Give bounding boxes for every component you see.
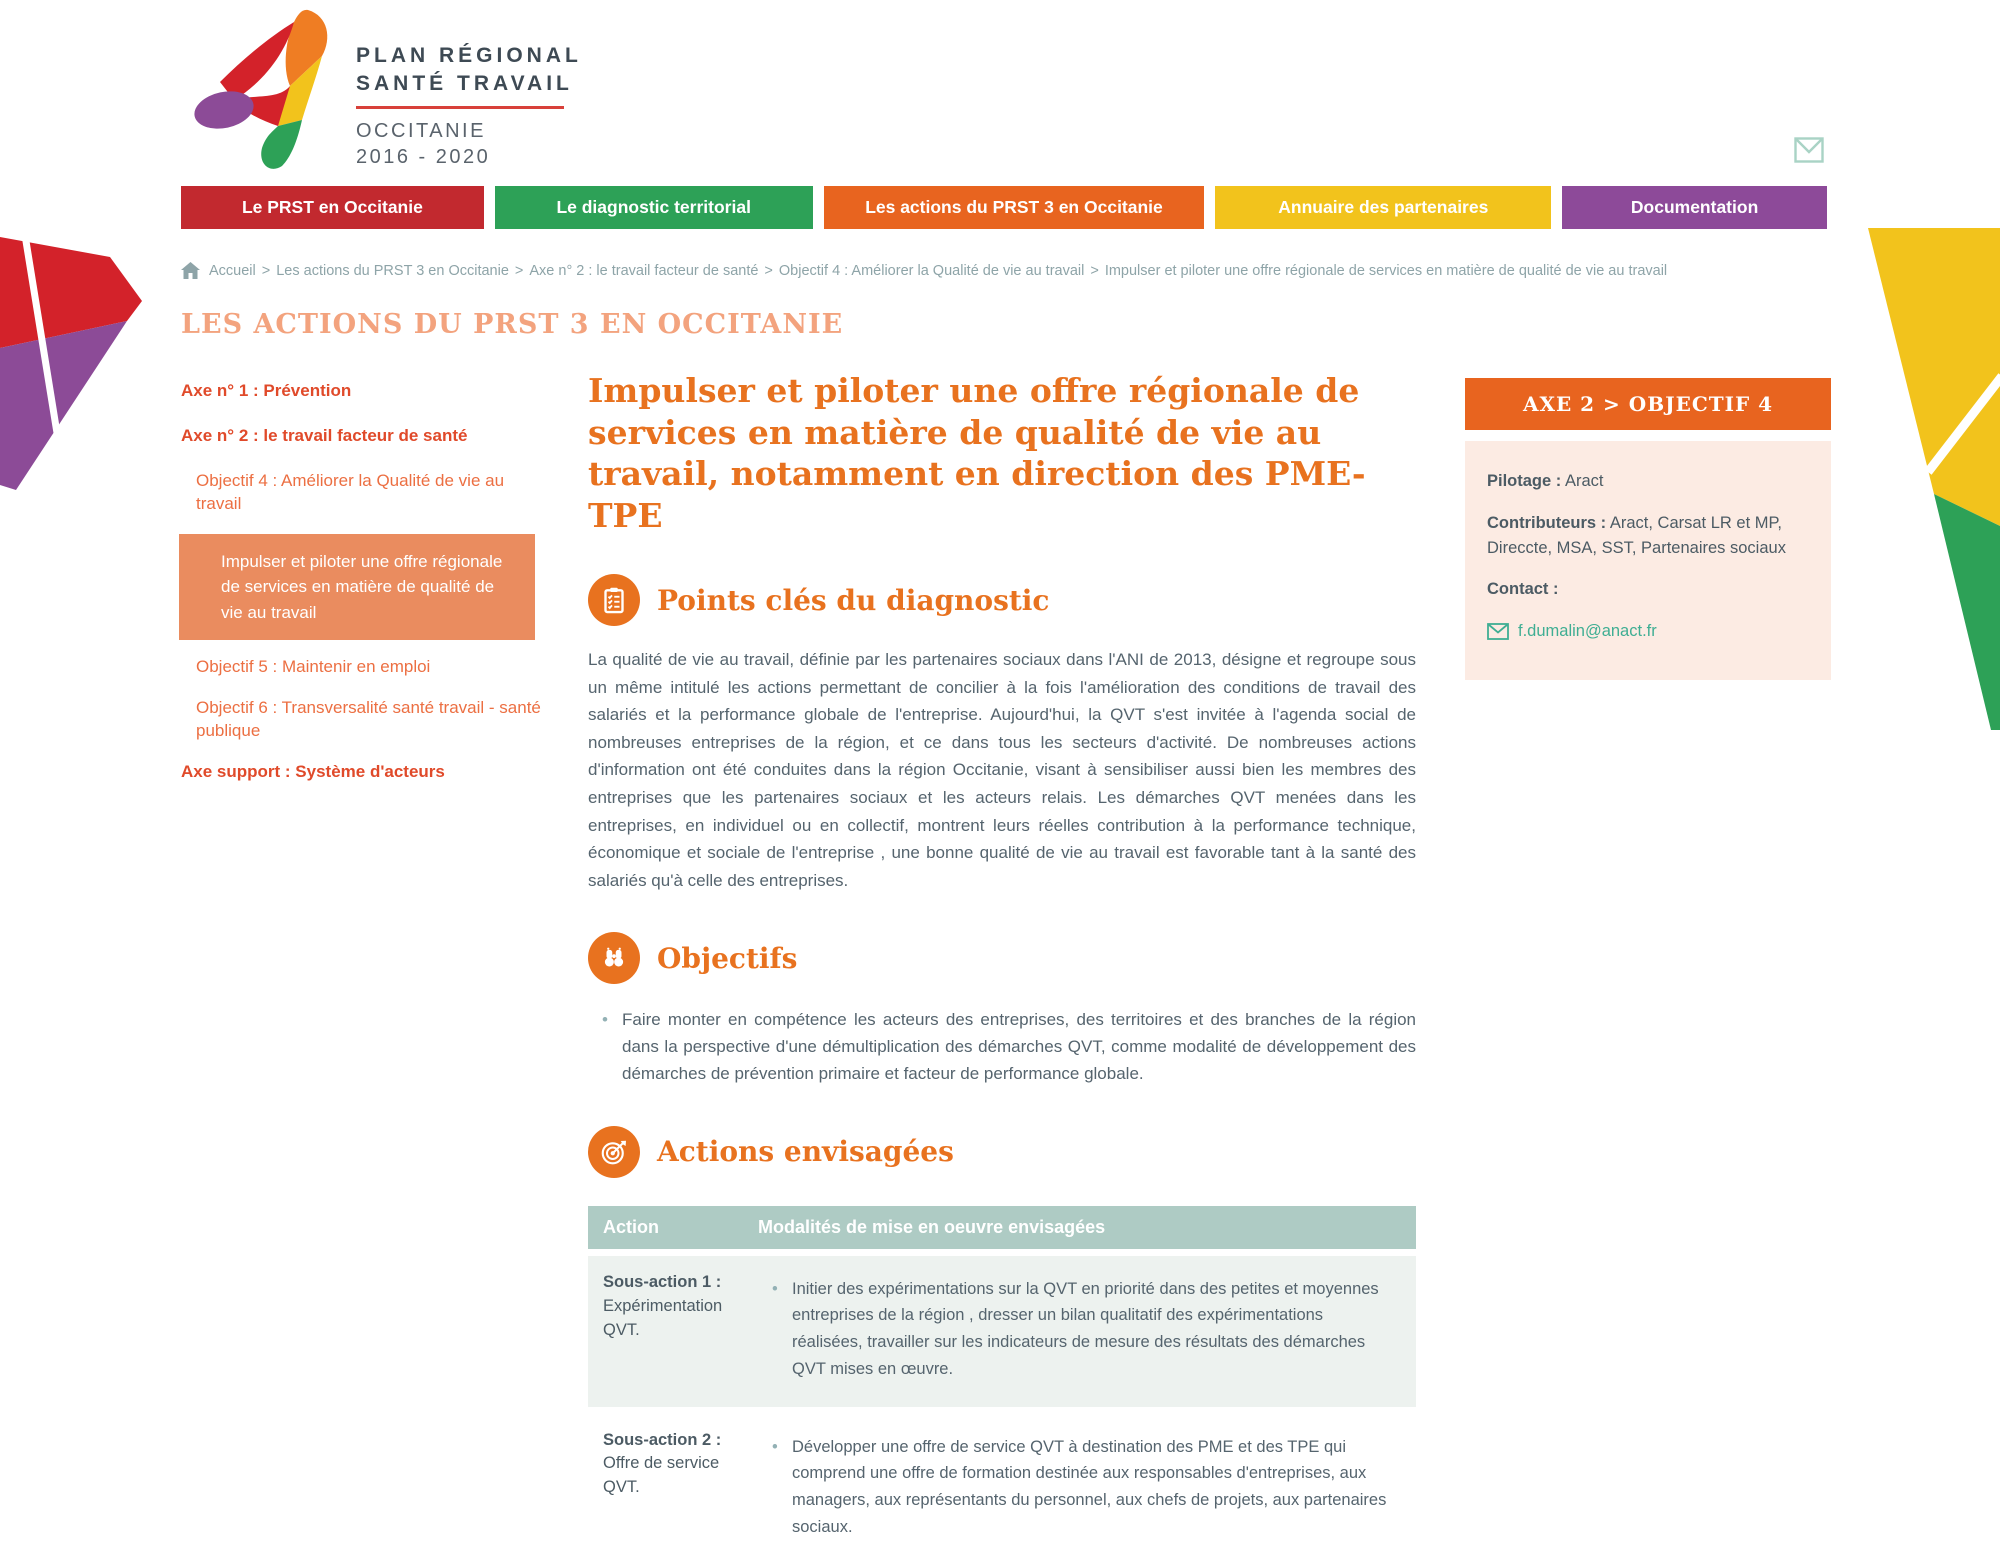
- sidebar-item-objectif5[interactable]: Objectif 5 : Maintenir en emploi: [196, 657, 431, 677]
- nav-documentation[interactable]: Documentation: [1562, 186, 1827, 229]
- pilotage-row: [1487, 469, 1809, 494]
- logo-region: OCCITANIE: [356, 119, 486, 142]
- sous-action-1-desc: Expérimentation QVT.: [603, 1296, 723, 1339]
- envelope-icon: [1487, 623, 1509, 640]
- section-diagnostic-header: [588, 574, 1416, 626]
- sidebar-item-current-action[interactable]: Impulser et piloter une offre régionale de services en matière de qualité de vie au travail: [179, 534, 535, 641]
- breadcrumb-separator: >: [514, 262, 524, 279]
- sous-action-1-label: Sous-action 1 :: [603, 1272, 722, 1291]
- breadcrumb-actions[interactable]: Les actions du PRST 3 en Occitanie: [276, 262, 509, 279]
- contributeurs-label: Contributeurs :: [1487, 513, 1607, 532]
- table-cell-modalites-2: [746, 1414, 1416, 1564]
- nav-actions-prst3[interactable]: Les actions du PRST 3 en Occitanie: [824, 186, 1205, 229]
- prst-logo-icon[interactable]: [190, 8, 345, 176]
- contact-row: [1487, 577, 1809, 602]
- logo-text: [356, 42, 582, 170]
- contact-mail-icon[interactable]: [1794, 137, 1824, 163]
- axes-sidebar: [181, 370, 543, 806]
- logo-line-1: PLAN RÉGIONAL: [356, 44, 582, 67]
- clipboard-icon: [588, 574, 640, 626]
- breadcrumb-separator: >: [1090, 262, 1099, 279]
- table-cell-action-1: [588, 1256, 746, 1407]
- breadcrumb-separator: >: [261, 262, 271, 279]
- col-header-modalites: Modalités de mise en oeuvre envisagées: [758, 1216, 1106, 1237]
- nav-le-prst-en-occitanie[interactable]: Le PRST en Occitanie: [181, 186, 484, 229]
- sidebar-item-objectif6[interactable]: Objectif 6 : Transversalité santé travail - santé publique: [196, 698, 541, 741]
- breadcrumb-objectif4[interactable]: Objectif 4 : Améliorer la Qualité de vie au travail: [778, 262, 1085, 279]
- table-row: [588, 1256, 1416, 1407]
- section-actions-title: Actions envisagées: [657, 1135, 954, 1169]
- actions-table: [588, 1206, 1416, 1564]
- section-actions-header: [588, 1126, 1416, 1178]
- section-objectifs-title: Objectifs: [657, 941, 798, 975]
- info-panel: [1465, 370, 1831, 680]
- contact-label: Contact :: [1487, 580, 1559, 599]
- contributeurs-row: [1487, 511, 1809, 561]
- breadcrumb-separator: >: [764, 262, 773, 279]
- objectifs-list: [588, 1006, 1416, 1088]
- breadcrumb-axe2[interactable]: Axe n° 2 : le travail facteur de santé: [529, 262, 759, 279]
- sidebar-item-axe2[interactable]: Axe n° 2 : le travail facteur de santé: [181, 425, 468, 445]
- contact-email-row: [1487, 619, 1809, 644]
- sous-action-2-desc: Offre de service QVT.: [603, 1454, 720, 1497]
- table-cell-action-2: [588, 1414, 746, 1564]
- home-icon[interactable]: [181, 262, 200, 279]
- contributeurs-value: Aract, Carsat LR et MP, Direccte, MSA, SST, Partenaires sociaux: [1487, 513, 1786, 557]
- nav-annuaire-partenaires[interactable]: Annuaire des partenaires: [1215, 186, 1551, 229]
- sidebar-item-objectif4[interactable]: Objectif 4 : Améliorer la Qualité de vie au travail: [196, 470, 505, 513]
- breadcrumb: [181, 262, 1850, 279]
- logo-rule: [356, 106, 564, 109]
- info-panel-header: AXE 2 > OBJECTIF 4: [1465, 378, 1831, 430]
- site-header: [0, 0, 2000, 186]
- section-objectifs-header: [588, 932, 1416, 984]
- actions-table-header: [588, 1206, 1416, 1249]
- section-diagnostic-title: Points clés du diagnostic: [657, 583, 1050, 617]
- table-row: [588, 1414, 1416, 1564]
- sous-action-2-label: Sous-action 2 :: [603, 1430, 722, 1449]
- table-cell-modalites-1: [746, 1256, 1416, 1407]
- article-main: [588, 370, 1416, 1564]
- article-title: Impulser et piloter une offre régionale de services en matière de qualité de vie au travail, notamment en direction des PME-TPE: [588, 371, 1366, 535]
- sidebar-item-axe-support[interactable]: Axe support : Système d'acteurs: [181, 762, 445, 782]
- info-panel-body: [1465, 441, 1831, 680]
- objectifs-bullet: • Faire monter en compétence les acteurs des entreprises, des territoires et des branches de la région dans la perspective d'une démultiplication des démarches QVT, comme modalité de développement des démarches de prévention primaire et facteur de performance globale.: [602, 1006, 1416, 1088]
- col-header-action: Action: [603, 1216, 659, 1237]
- diagnostic-paragraph: La qualité de vie au travail, définie par les partenaires sociaux dans l'ANI de 2013, désigne et regroupe sous un même intitulé les actions permettant de concilier à la fois l'amélioration des conditions de travail des salariés et la performance globale de l'entreprise. Aujourd'hui, la QVT s'est invitée à l'agenda social de nombreuses entreprises de la région, et ce dans tous les secteurs d'activité. De nombreuses actions d'information ont été conduites dans la région Occitanie, visant à sensibiliser aussi bien les membres des entreprises que les partenaires sociaux et les acteurs relais. Les démarches QVT menées dans les entreprises, en individuel ou en collectif, montrent leurs réelles contribution à la performance technique, économique et sociale de l'entreprise , une bonne qualité de vie au travail est favorable tant à la santé des salariés qu'à celle des entreprises.: [588, 650, 1416, 890]
- sidebar-item-axe1[interactable]: Axe n° 1 : Prévention: [181, 381, 352, 400]
- binoculars-icon: [588, 932, 640, 984]
- modalites-2-bullet: • Développer une offre de service QVT à destination des PME et des TPE qui comprend une offre de formation destinée aux responsables d'entreprises, aux managers, aux représentants du personnel, aux chefs de projets, aux partenaires sociaux.: [772, 1434, 1398, 1541]
- contact-email-link[interactable]: f.dumalin@anact.fr: [1518, 622, 1657, 640]
- modalites-1-bullet: • Initier des expérimentations sur la QVT en priorité dans des petites et moyennes entreprises de la région , dresser un bilan qualitatif des expérimentations réalisées, travailler sur les indicateurs de mesure des résultats des démarches QVT mises en œuvre.: [772, 1276, 1398, 1383]
- pilotage-label: Pilotage :: [1487, 472, 1562, 490]
- breadcrumb-accueil[interactable]: Accueil: [209, 262, 256, 279]
- logo-years: 2016 - 2020: [356, 145, 491, 168]
- target-icon: [588, 1126, 640, 1178]
- pilotage-value: Aract: [1564, 472, 1604, 490]
- logo-line-2: SANTÉ TRAVAIL: [356, 72, 573, 96]
- breadcrumb-current: Impulser et piloter une offre régionale de services en matière de qualité de vie au travail: [1104, 262, 1668, 279]
- nav-diagnostic-territorial[interactable]: Le diagnostic territorial: [495, 186, 813, 229]
- main-navbar: [181, 186, 1827, 229]
- page-section-title: LES ACTIONS DU PRST 3 EN OCCITANIE: [181, 309, 844, 340]
